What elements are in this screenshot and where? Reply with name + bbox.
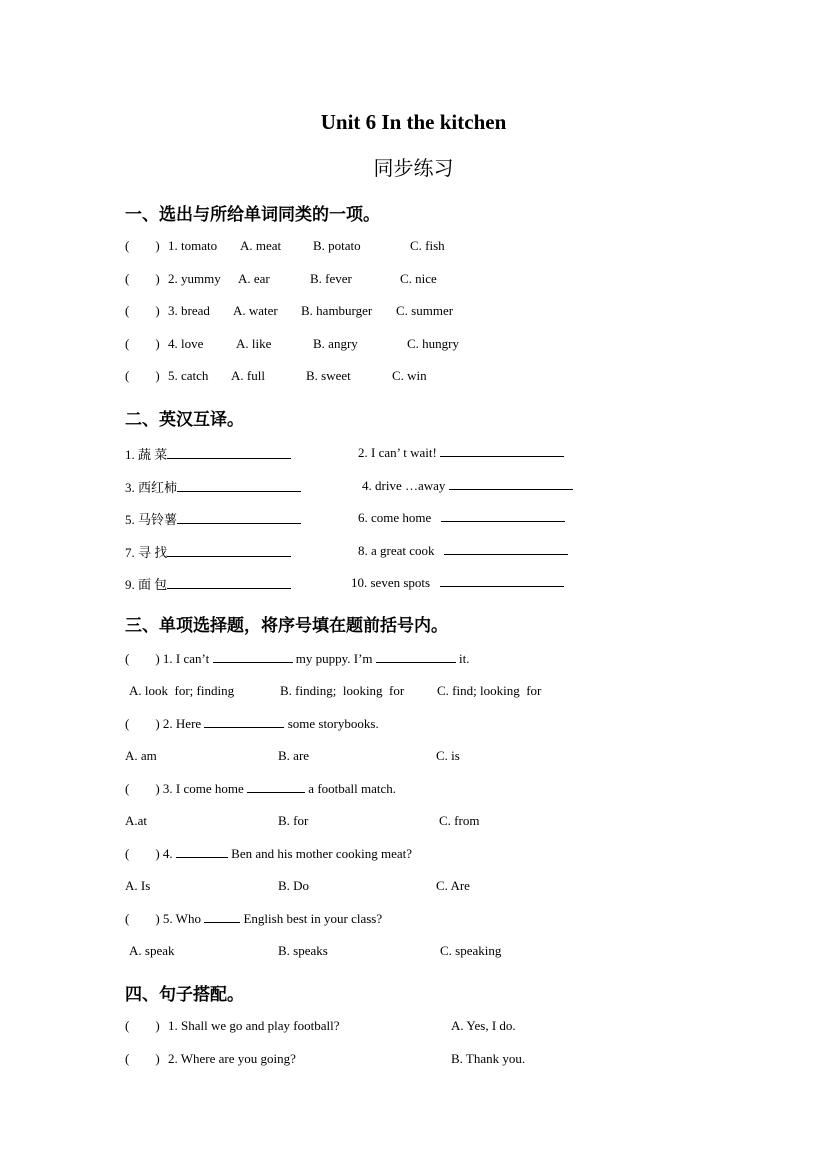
answer-paren[interactable]: ( ) bbox=[125, 1051, 160, 1066]
section3-heading: 三、单项选择题，将序号填在题前括号内。 bbox=[125, 616, 448, 635]
option-a: A. Is bbox=[125, 878, 151, 893]
question-text: it. bbox=[459, 651, 470, 666]
question-text: 4. bbox=[162, 846, 173, 861]
answer-blank[interactable] bbox=[441, 509, 565, 522]
translation-item bbox=[125, 509, 301, 528]
answer-blank[interactable] bbox=[167, 576, 291, 589]
item-text: 6. come home bbox=[358, 510, 432, 525]
answer-paren[interactable]: ( ) bbox=[125, 336, 160, 351]
option-c: C. nice bbox=[400, 271, 437, 286]
match-answer: A. Yes, I do. bbox=[451, 1018, 516, 1033]
option-a: A. full bbox=[231, 368, 265, 383]
question-text: 5. Who bbox=[162, 911, 201, 926]
page-title: Unit 6 In the kitchen bbox=[320, 110, 507, 134]
translation-item bbox=[351, 574, 564, 591]
option-b: B. for bbox=[278, 813, 309, 828]
translation-item bbox=[125, 444, 291, 463]
option-c: C. win bbox=[392, 368, 427, 383]
answer-blank[interactable] bbox=[167, 446, 291, 459]
answer-paren[interactable]: ( ) bbox=[125, 271, 160, 286]
item-text: 4. drive …away bbox=[362, 478, 446, 493]
option-a: A. water bbox=[233, 303, 278, 318]
answer-paren[interactable]: ( ) bbox=[125, 846, 160, 861]
option-b: B. are bbox=[278, 748, 310, 763]
question-text: 2. Here bbox=[162, 716, 202, 731]
translation-item bbox=[358, 444, 564, 461]
item-text: 8. a great cook bbox=[358, 543, 435, 558]
answer-blank[interactable] bbox=[449, 477, 573, 490]
option-c: C. fish bbox=[410, 238, 445, 253]
question-text: 3. I come home bbox=[162, 781, 244, 796]
question-text: some storybooks. bbox=[287, 716, 379, 731]
question-word: 4. love bbox=[168, 336, 204, 351]
match-answer: B. Thank you. bbox=[451, 1051, 526, 1066]
option-b: B. angry bbox=[313, 336, 358, 351]
option-a: A. meat bbox=[240, 238, 282, 253]
answer-blank[interactable] bbox=[376, 650, 456, 663]
option-b: B. speaks bbox=[278, 943, 328, 958]
option-a: A. ear bbox=[238, 271, 270, 286]
answer-blank[interactable] bbox=[204, 715, 284, 728]
question-text: my puppy. I’m bbox=[295, 651, 373, 666]
question-word: 3. bread bbox=[168, 303, 210, 318]
section1-heading: 一、选出与所给单词同类的一项。 bbox=[125, 205, 380, 224]
question-word: 1. tomato bbox=[168, 238, 218, 253]
mc-question bbox=[125, 910, 382, 927]
section2-heading: 二、英汉互译。 bbox=[125, 410, 244, 429]
question-text: 1. I can’t bbox=[162, 651, 210, 666]
page-subtitle: 同步练习 bbox=[373, 158, 454, 180]
answer-blank[interactable] bbox=[176, 845, 228, 858]
question-text: 2. Where are you going? bbox=[168, 1051, 296, 1066]
item-text: 1. 蔬 菜 bbox=[125, 447, 168, 462]
option-b: B. hamburger bbox=[301, 303, 373, 318]
question-text: Ben and his mother cooking meat? bbox=[231, 846, 413, 861]
answer-paren[interactable]: ( ) bbox=[125, 368, 160, 383]
section4-heading: 四、句子搭配。 bbox=[125, 985, 244, 1004]
translation-item bbox=[125, 574, 291, 593]
option-b: B. sweet bbox=[306, 368, 351, 383]
question-word: 2. yummy bbox=[168, 271, 221, 286]
option-a: A. look for; finding bbox=[129, 683, 235, 698]
question-text: English best in your class? bbox=[243, 911, 383, 926]
option-c: C. speaking bbox=[440, 943, 502, 958]
option-c: C. Are bbox=[436, 878, 470, 893]
item-text: 7. 寻 找 bbox=[125, 545, 168, 560]
option-b: B. finding; looking for bbox=[280, 683, 405, 698]
mc-question bbox=[125, 780, 396, 797]
option-a: A. like bbox=[236, 336, 272, 351]
answer-blank[interactable] bbox=[247, 780, 305, 793]
item-text: 2. I can’ t wait! bbox=[358, 445, 437, 460]
option-c: C. hungry bbox=[407, 336, 459, 351]
translation-item bbox=[358, 542, 568, 559]
answer-paren[interactable]: ( ) bbox=[125, 781, 160, 796]
item-text: 9. 面 包 bbox=[125, 577, 168, 592]
answer-blank[interactable] bbox=[204, 910, 240, 923]
answer-paren[interactable]: ( ) bbox=[125, 716, 160, 731]
answer-blank[interactable] bbox=[440, 574, 564, 587]
translation-item bbox=[125, 477, 301, 496]
answer-paren[interactable]: ( ) bbox=[125, 651, 160, 666]
option-a: A. am bbox=[125, 748, 157, 763]
translation-item bbox=[362, 477, 573, 494]
question-word: 5. catch bbox=[168, 368, 209, 383]
option-c: C. summer bbox=[396, 303, 454, 318]
item-text: 5. 马铃薯 bbox=[125, 512, 178, 527]
answer-paren[interactable]: ( ) bbox=[125, 911, 160, 926]
option-a: A.at bbox=[125, 813, 148, 828]
mc-question bbox=[125, 715, 379, 732]
option-c: C. from bbox=[439, 813, 480, 828]
question-text: 1. Shall we go and play football? bbox=[168, 1018, 340, 1033]
answer-blank[interactable] bbox=[177, 511, 301, 524]
option-b: B. potato bbox=[313, 238, 361, 253]
answer-blank[interactable] bbox=[167, 544, 291, 557]
option-b: B. fever bbox=[310, 271, 352, 286]
answer-blank[interactable] bbox=[177, 479, 301, 492]
option-b: B. Do bbox=[278, 878, 310, 893]
answer-blank[interactable] bbox=[444, 542, 568, 555]
question-text: a football match. bbox=[308, 781, 397, 796]
option-c: C. find; looking for bbox=[437, 683, 542, 698]
translation-item bbox=[125, 542, 291, 561]
option-c: C. is bbox=[436, 748, 460, 763]
answer-paren[interactable]: ( ) bbox=[125, 303, 160, 318]
answer-blank[interactable] bbox=[213, 650, 293, 663]
answer-blank[interactable] bbox=[440, 444, 564, 457]
mc-question bbox=[125, 845, 412, 862]
item-text: 10. seven spots bbox=[351, 575, 431, 590]
option-a: A. speak bbox=[129, 943, 175, 958]
translation-item bbox=[358, 509, 565, 526]
answer-paren[interactable]: ( ) bbox=[125, 238, 160, 253]
item-text: 3. 西红柿 bbox=[125, 480, 178, 495]
answer-paren[interactable]: ( ) bbox=[125, 1018, 160, 1033]
mc-question bbox=[125, 650, 470, 667]
